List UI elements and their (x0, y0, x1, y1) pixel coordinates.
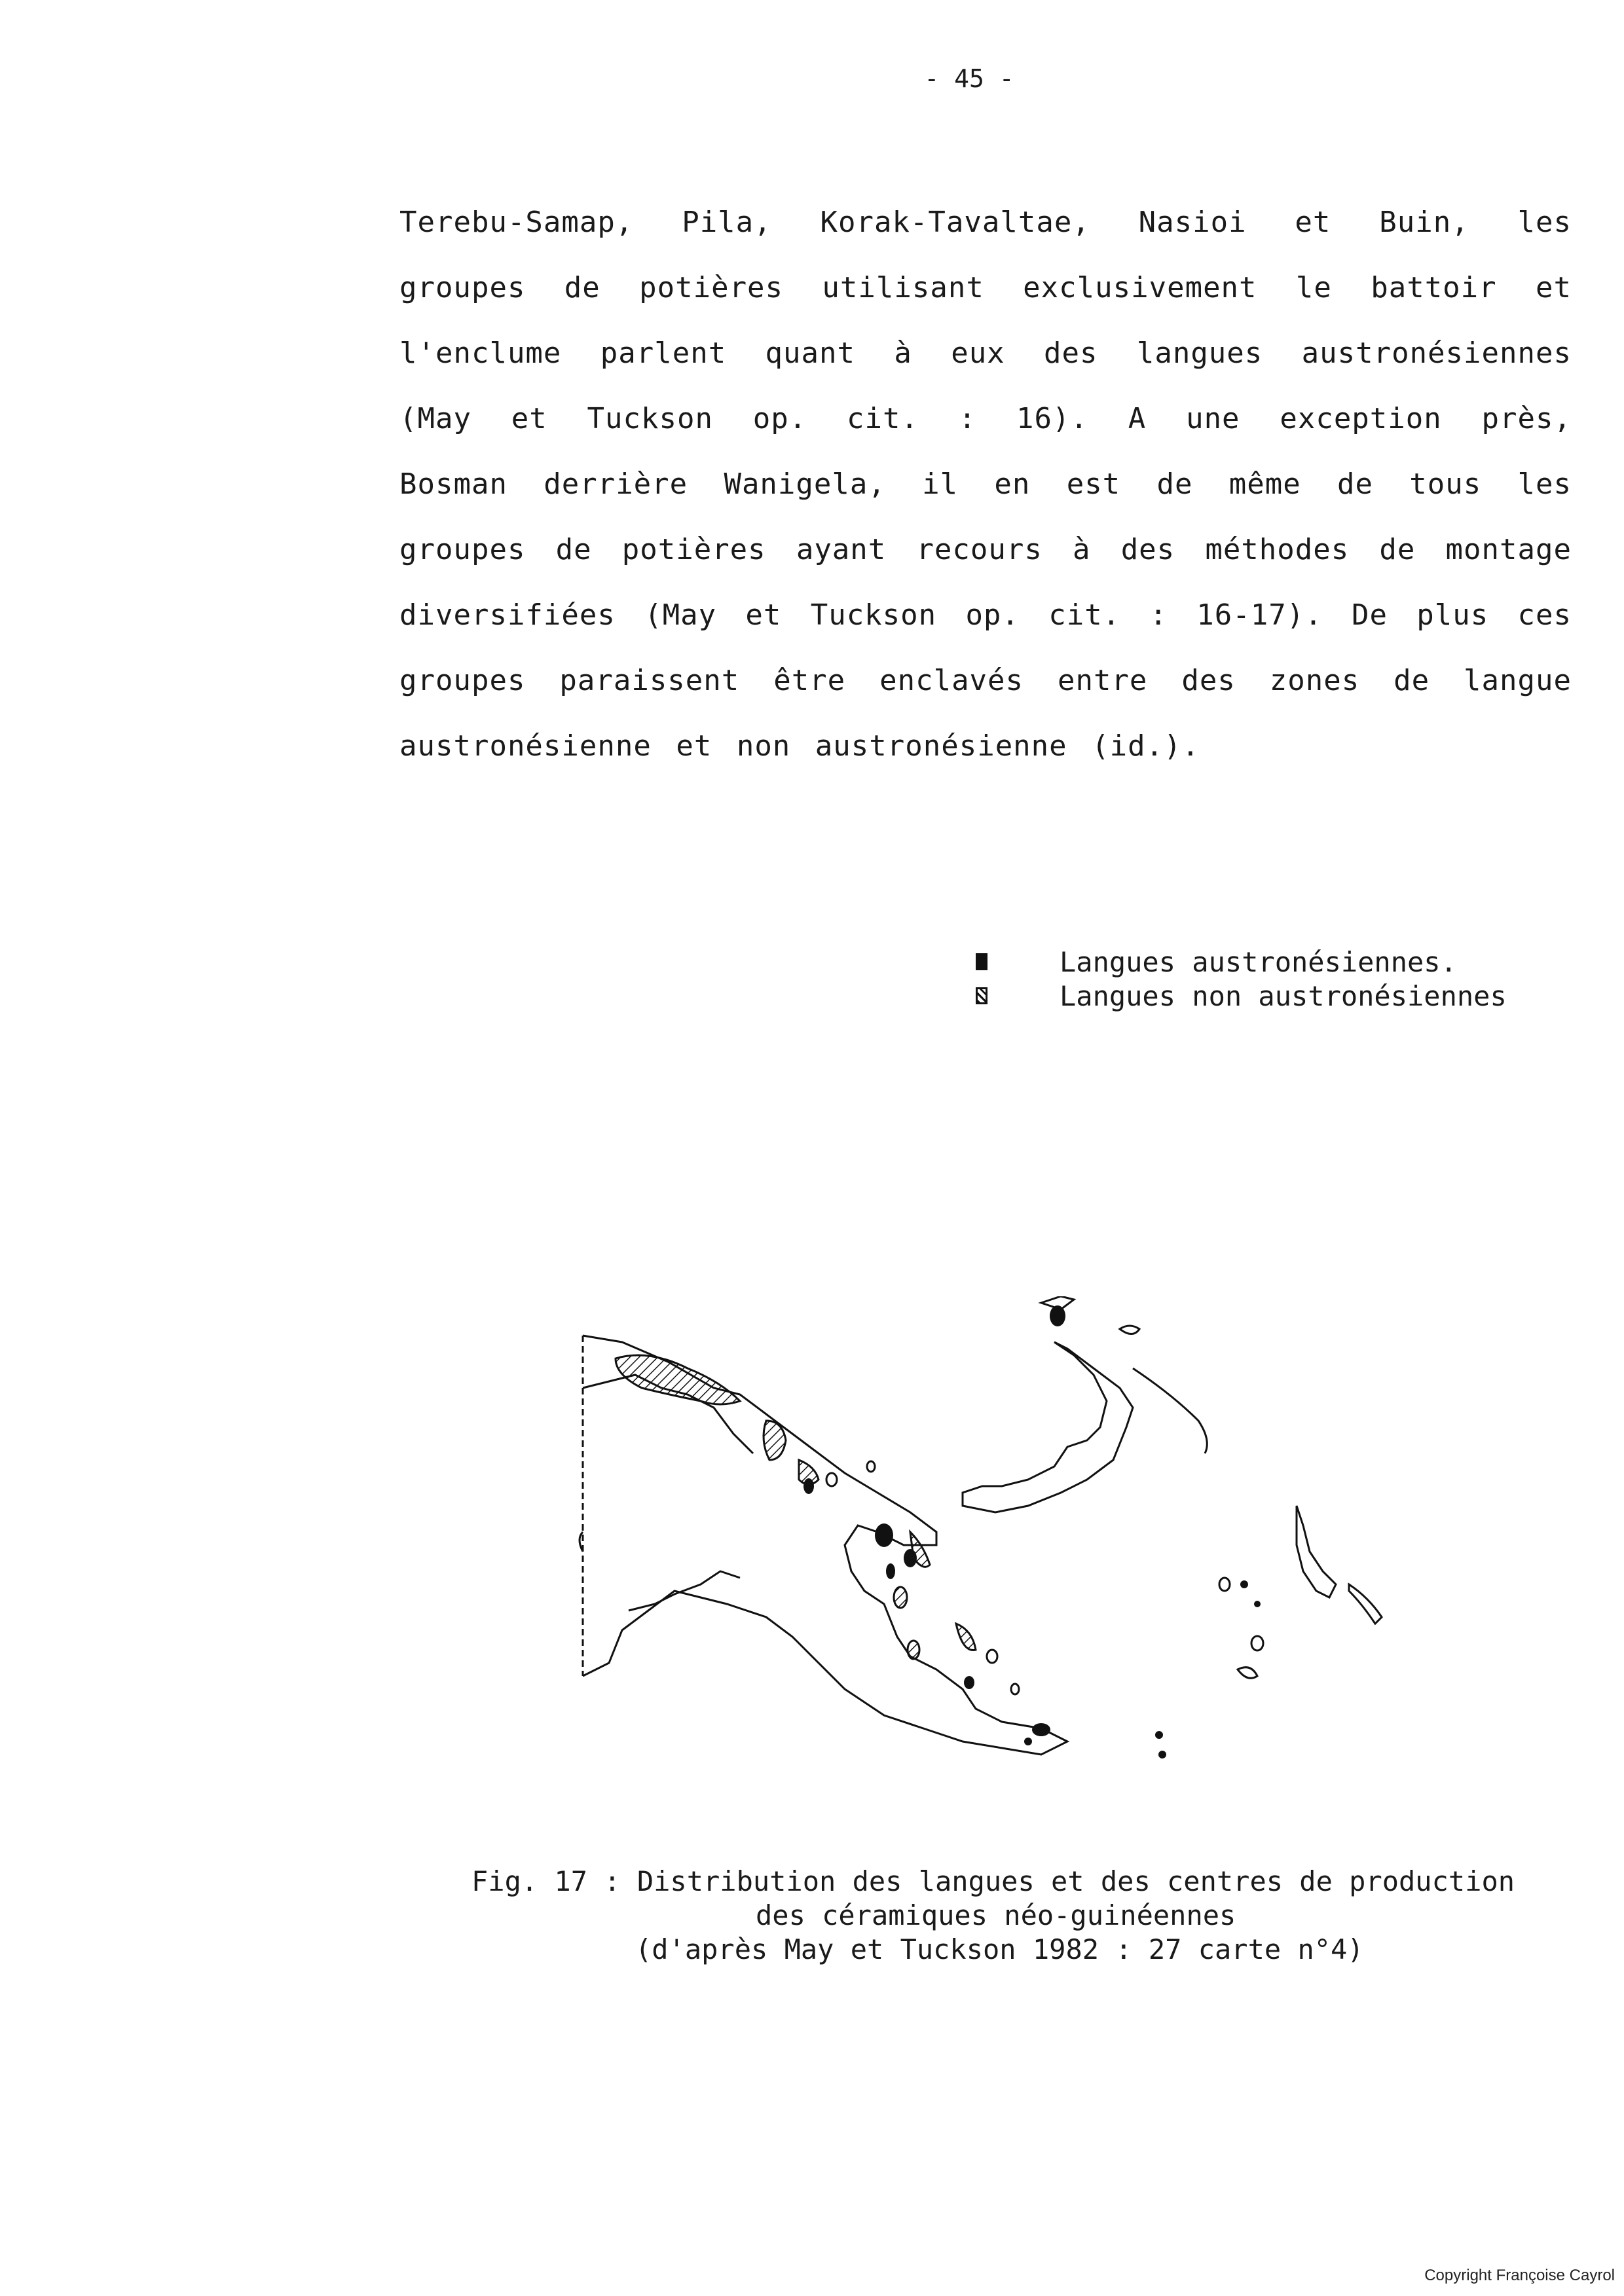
legend-label: Langues austronésiennes. (1060, 945, 1457, 978)
border-line (580, 1336, 583, 1676)
solid-language-zone (904, 1549, 917, 1567)
solid-language-zone (964, 1676, 974, 1689)
legend-label: Langues non austronésiennes (1060, 979, 1507, 1012)
text-line: Terebu-Samap, Pila, Korak-Tavaltae, Nasioi et Buin, les (399, 206, 1572, 239)
southwest-coast-detail (629, 1571, 740, 1611)
caption-line: Fig. 17 : Distribution des langues et des centres de production (471, 1865, 1515, 1897)
east-island (1238, 1667, 1257, 1679)
hatched-language-zone (616, 1355, 740, 1404)
hatched-language-zone (908, 1641, 919, 1659)
page-number: - 45 - (924, 64, 1014, 93)
small-island (1120, 1326, 1139, 1334)
solid-swatch-icon (976, 953, 987, 970)
legend-item-austronesian (976, 945, 1507, 979)
caption-line: des céramiques néo-guinéennes (756, 1899, 1236, 1931)
new-ireland-island (1133, 1368, 1207, 1453)
bougainville-island (1297, 1506, 1336, 1597)
solid-language-zone (803, 1478, 814, 1494)
text-line: groupes de potières utilisant exclusivement le battoir et (399, 271, 1572, 304)
solomon-island (1349, 1584, 1382, 1624)
austronesian-language-markers (803, 1305, 1261, 1758)
text-line: Bosman derrière Wanigela, il en est de même de tous les (399, 467, 1572, 501)
text-line: austronésienne et non austronésienne (id.). (399, 729, 1200, 763)
text-line: groupes de potières ayant recours à des méthodes de montage (399, 533, 1572, 566)
solid-language-zone (1050, 1305, 1065, 1326)
text-line: l'enclume parlent quant à eux des langues austronésiennes (399, 337, 1572, 370)
text-line: diversifiées (May et Tuckson op. cit. : 16-17). De plus ces (399, 598, 1572, 632)
legend-item-non-austronesian (976, 979, 1507, 1013)
solid-language-zone (1254, 1601, 1261, 1607)
hatched-language-zone (894, 1587, 907, 1608)
solid-language-zone (1158, 1751, 1166, 1758)
mainland-coastline (583, 1336, 1067, 1755)
solid-language-zone (875, 1523, 893, 1547)
solid-language-zone (1155, 1731, 1163, 1739)
hatched-swatch-icon (976, 987, 987, 1004)
solid-language-zone (1024, 1738, 1032, 1745)
map-legend (976, 945, 1507, 1013)
new-britain-island (963, 1342, 1133, 1512)
figure-caption (458, 1865, 1532, 1967)
body-paragraph (399, 190, 1572, 779)
solid-language-zone (886, 1563, 895, 1579)
hatched-language-zone (956, 1624, 976, 1650)
copyright-notice: Copyright Françoise Cayrol (1424, 2267, 1615, 2284)
papua-new-guinea-map (570, 1296, 1408, 1787)
text-line: groupes paraissent être enclavés entre des zones de langue (399, 664, 1572, 697)
text-line: (May et Tuckson op. cit. : 16). A une exception près, (399, 402, 1572, 435)
solid-language-zone (1240, 1580, 1248, 1588)
solid-language-zone (1032, 1723, 1050, 1736)
caption-line: (d'après May et Tuckson 1982 : 27 carte n°4) (635, 1933, 1364, 1965)
